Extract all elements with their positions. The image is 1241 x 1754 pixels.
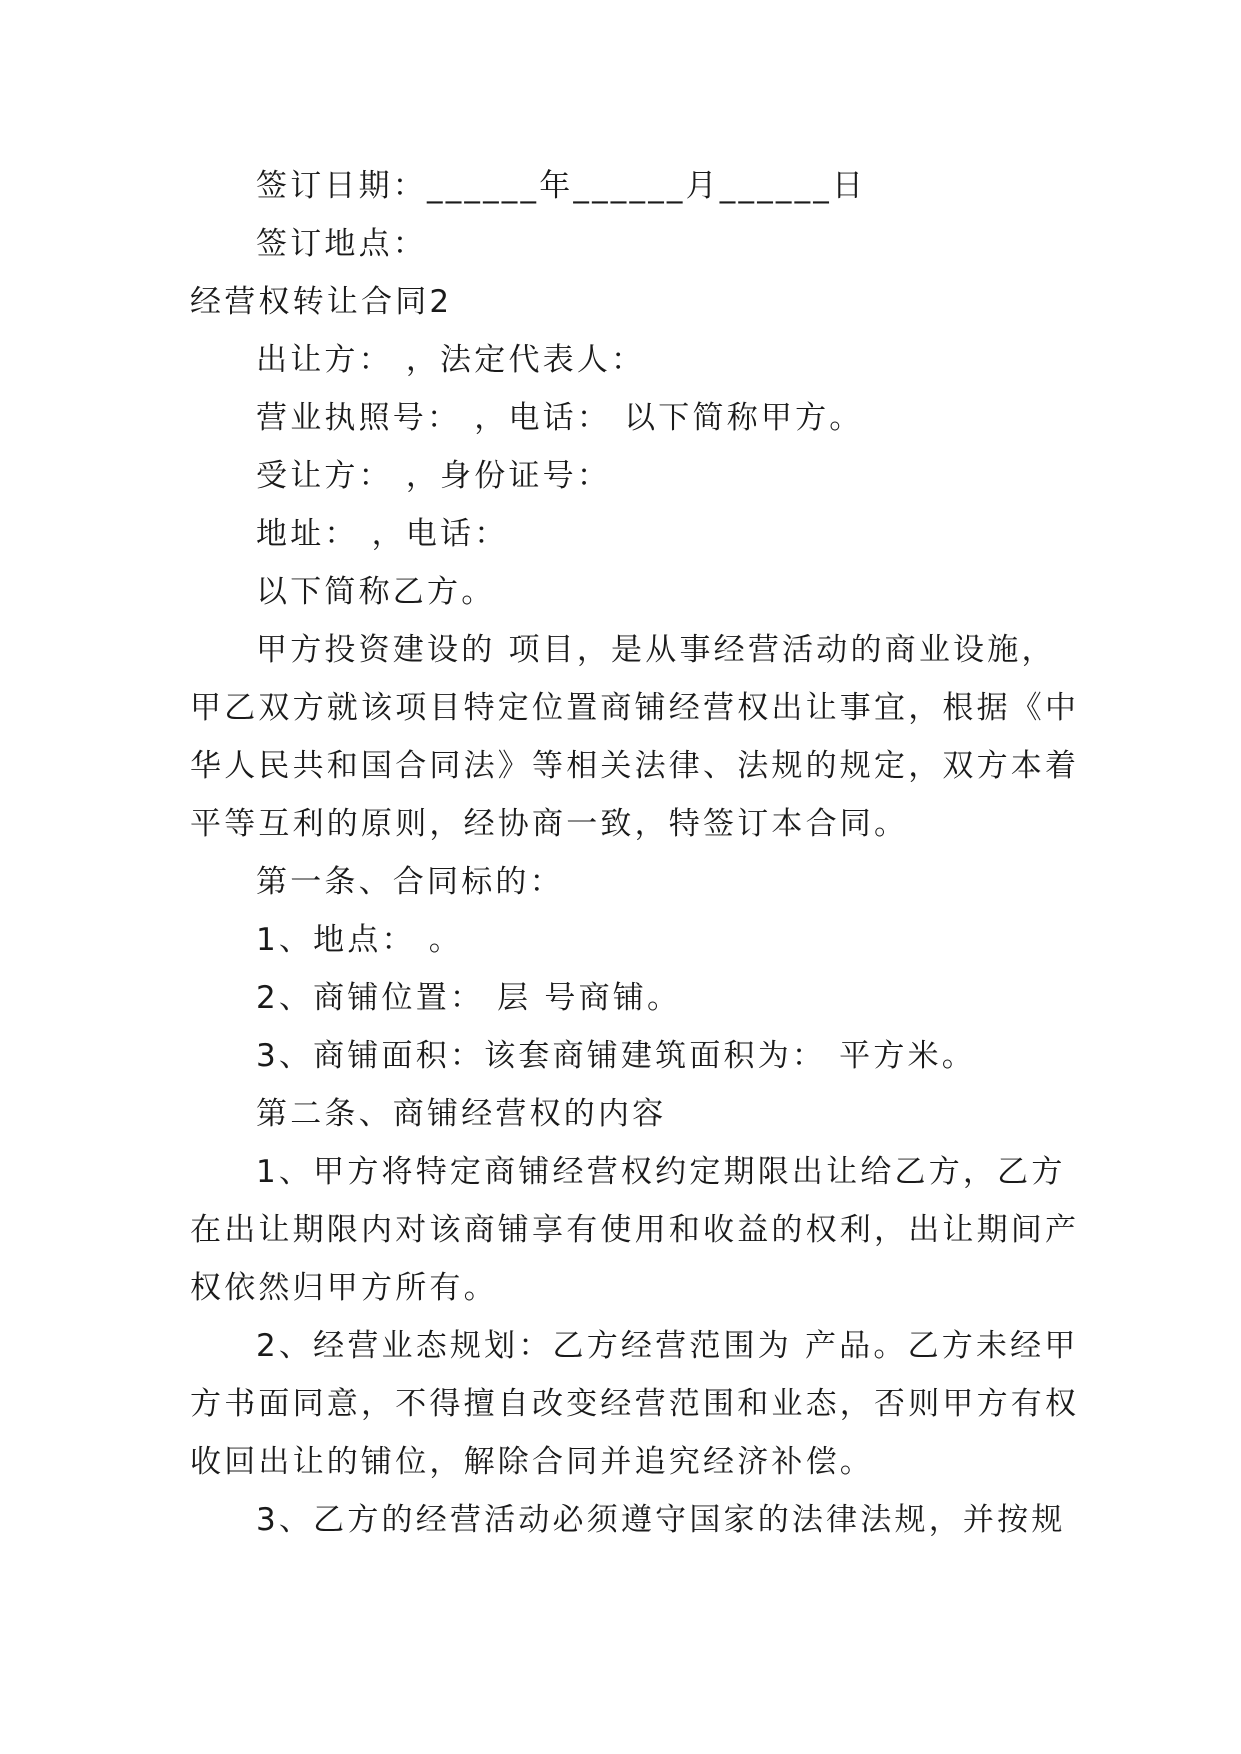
preamble-line-3: 华人民共和国合同法》等相关法律、法规的规定，双方本着 xyxy=(190,748,1080,784)
article-1-item-3: 3、商铺面积：该套商铺建筑面积为： 平方米。 xyxy=(256,1038,976,1074)
article-1-item-1: 1、地点： 。 xyxy=(256,922,463,958)
article-2-heading: 第二条、商铺经营权的内容 xyxy=(256,1096,667,1132)
article-2-item-2-line-3: 收回出让的铺位，解除合同并追究经济补偿。 xyxy=(190,1444,874,1480)
contract-title: 经营权转让合同2 xyxy=(190,284,453,320)
preamble-line-4: 平等互利的原则，经协商一致，特签订本合同。 xyxy=(190,806,909,842)
signing-place-line: 签订地点： xyxy=(256,226,427,262)
address-line: 地址： ，电话： xyxy=(256,516,509,552)
article-1-heading: 第一条、合同标的： xyxy=(256,864,564,900)
transferee-line: 受让方： ，身份证号： xyxy=(256,458,612,494)
article-2-item-2-line-1: 2、经营业态规划：乙方经营范围为 产品。乙方未经甲 xyxy=(256,1328,1079,1364)
article-2-item-1-line-1: 1、甲方将特定商铺经营权约定期限出让给乙方，乙方 xyxy=(256,1154,1066,1190)
transferor-line: 出让方： ，法定代表人： xyxy=(256,342,646,378)
article-2-item-1-line-2: 在出让期限内对该商铺享有使用和收益的权利，出让期间产 xyxy=(190,1212,1080,1248)
article-2-item-3-line-1: 3、乙方的经营活动必须遵守国家的法律法规，并按规 xyxy=(256,1502,1066,1538)
party-b-note-line: 以下简称乙方。 xyxy=(256,574,496,610)
signing-date-line: 签订日期：______年______月______日 xyxy=(256,168,867,204)
article-2-item-2-line-2: 方书面同意，不得擅自改变经营范围和业态，否则甲方有权 xyxy=(190,1386,1080,1422)
preamble-line-2: 甲乙双方就该项目特定位置商铺经营权出让事宜，根据《中 xyxy=(190,690,1080,726)
preamble-line-1: 甲方投资建设的 项目，是从事经营活动的商业设施， xyxy=(256,632,1056,668)
article-2-item-1-line-3: 权依然归甲方所有。 xyxy=(190,1270,498,1306)
article-1-item-2: 2、商铺位置： 层 号商铺。 xyxy=(256,980,682,1016)
business-license-line: 营业执照号： ，电话： 以下简称甲方。 xyxy=(256,400,864,436)
